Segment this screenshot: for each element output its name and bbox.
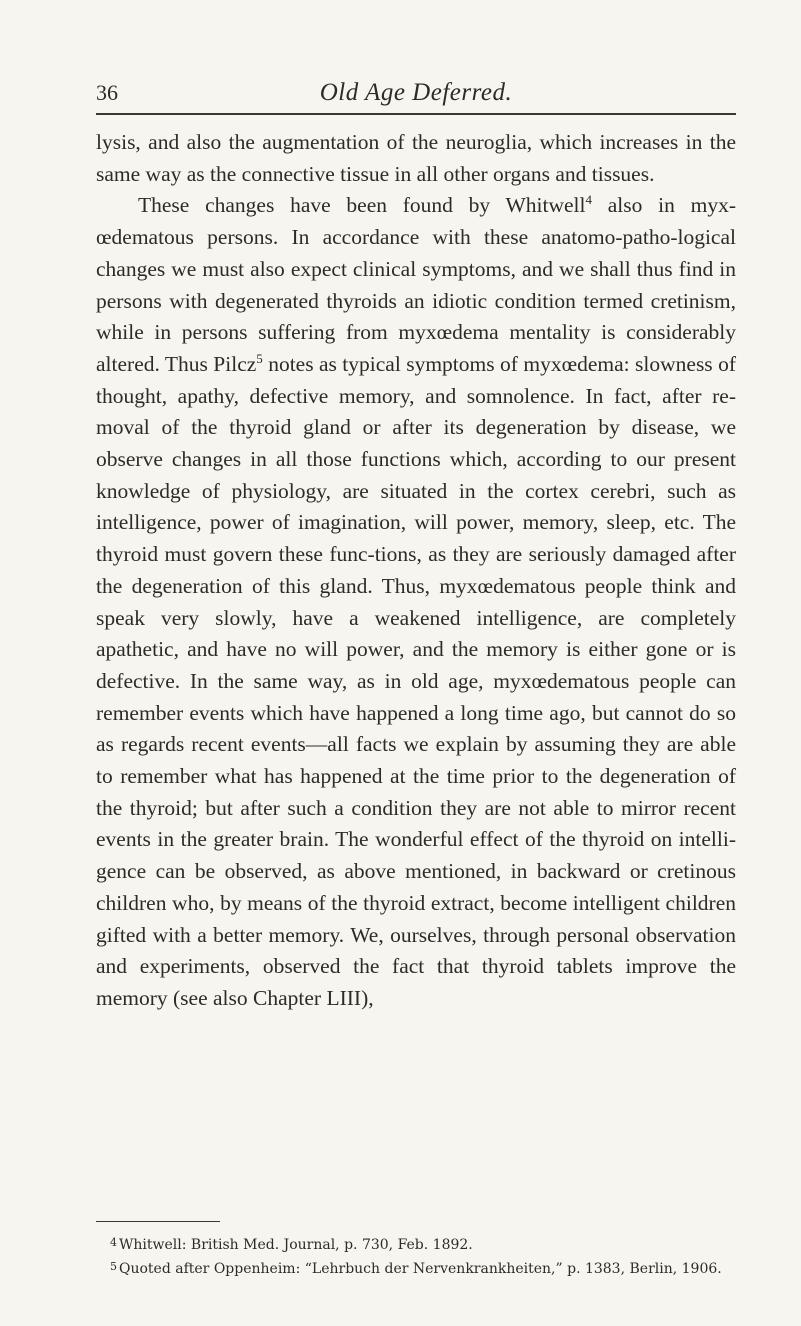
paragraph-text-part-1: These changes have been found by Whitwell (138, 193, 586, 218)
footnote-4 (96, 1232, 736, 1256)
footnote-mark: 5 (110, 1260, 117, 1273)
paragraph-text-part-3: notes as typical symptoms of myxœdema: slowness of thought, apathy, defective memory, and somnolence. In fact, after re-moval of the thyroid gland or after its degeneration by disease, we observe changes in all those functions which, according to our present knowledge of physiology, are situated in the cortex cerebri, such as intelligence, power of imagination, will power, memory, sleep, etc. The thyroid must govern these func-tions, as they are seriously damaged after the degeneration of this gland. Thus, myxœdematous people think and speak very slowly, have a weakened intelligence, are completely apathetic, and have no will power, and the memory is either gone or is defective. In the same way, as in old age, myxœdematous people can remember events which have happened a long time ago, but cannot do so as regards recent events—all facts we explain by assuming they are able to remember what has happened at the time prior to the degeneration of the thyroid; but after such a condition they are not able to mirror recent events in the greater brain. The wonderful effect of the thyroid on intelli-gence can be observed, as above mentioned, in backward or cretinous children who, by means of the thyroid extract, become intelligent children gifted with a better memory. We, ourselves, through personal observation and experiments, observed the fact that thyroid tablets improve the memory (see also Chapter LIII), (96, 351, 736, 1010)
body-text (96, 127, 736, 1015)
footnote-text: Quoted after Oppenheim: “Lehrbuch der Nervenkrankheiten,” p. 1383, Berlin, 1906. (119, 1261, 722, 1277)
paragraph-thyroid-symptoms (96, 190, 736, 1014)
footnote-mark: 4 (110, 1236, 117, 1249)
footnote-ref-5: 5 (256, 350, 263, 366)
footnote-rule (96, 1221, 220, 1222)
page-number: 36 (96, 80, 118, 105)
footnote-ref-4: 4 (585, 192, 593, 208)
paragraph-continued: lysis, and also the augmentation of the neuroglia, which increases in the same way as the connective tissue in all other organs and tissues. (96, 130, 736, 186)
page-header (96, 78, 736, 110)
running-title: Old Age Deferred. (319, 79, 513, 106)
footnote-5 (96, 1256, 736, 1280)
footnote-text: Whitwell: British Med. Journal, p. 730, Feb. 1892. (119, 1237, 473, 1253)
footnotes (96, 1232, 736, 1280)
header-rule (96, 113, 736, 115)
paragraph-text-part-2: also in myx-œdematous persons. In accordance with these anatomo-patho-logical changes we must also expect clinical symptoms, and we shall thus find in persons with degenerated thyroids an idiotic condition termed cretinism, while in persons suffering from myxœdema mentality is considerably altered. Thus Pilcz (96, 193, 736, 376)
